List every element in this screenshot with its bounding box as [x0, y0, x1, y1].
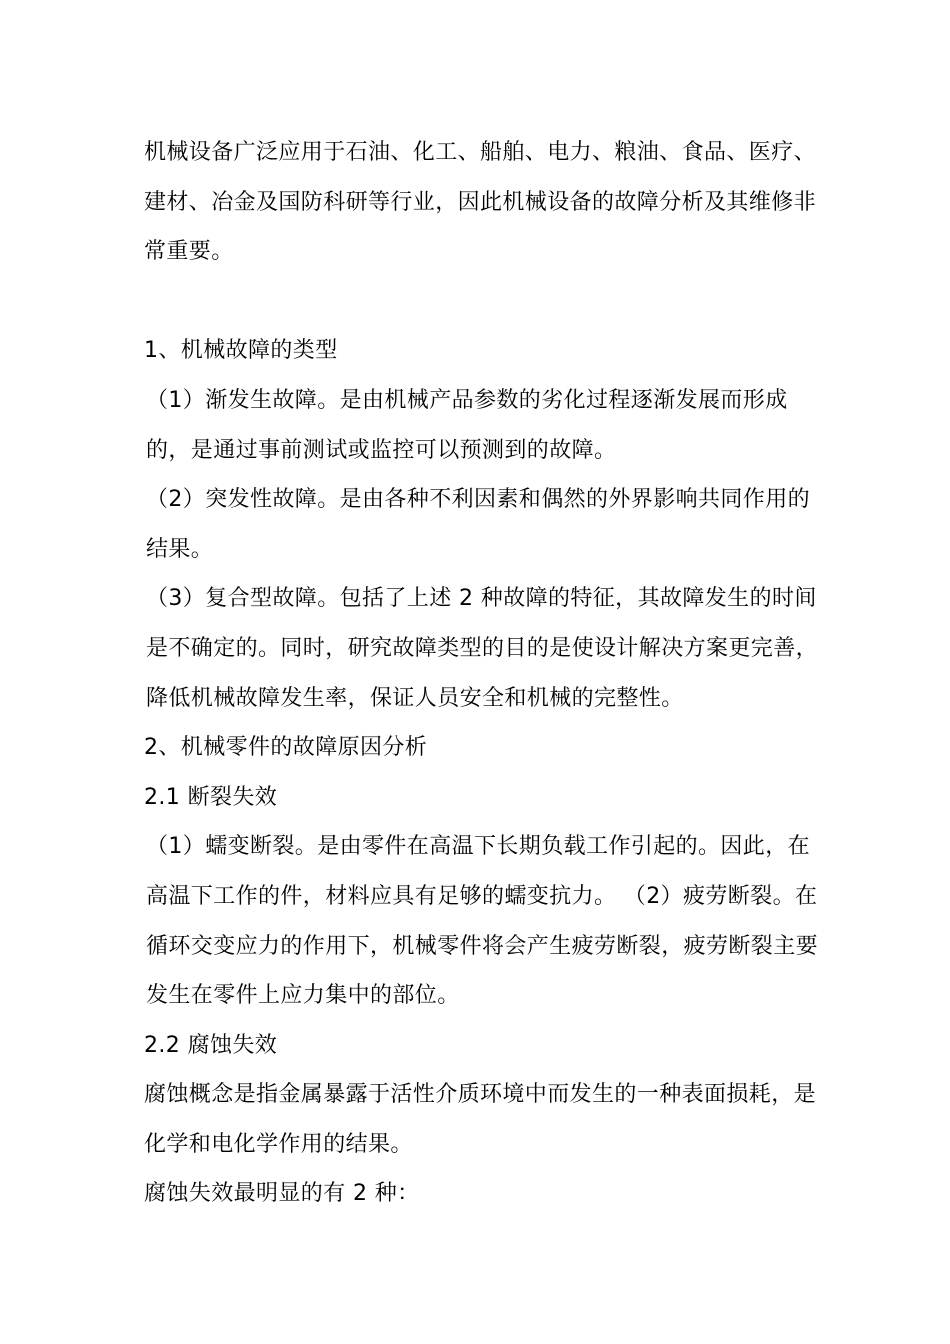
intro-paragraph: 机械设备广泛应用于石油、化工、船舶、电力、粮油、食品、医疗、建材、冶金及国防科研等行业，因此机械设备的故障分析及其维修非常重要。	[144, 140, 817, 265]
subsection-2-2-heading: 2.2 腐蚀失效	[144, 1032, 278, 1058]
document-body	[144, 128, 824, 1219]
section-1-item-2: （2）突发性故障。是由各种不利因素和偶然的外界影响共同作用的结果。	[146, 487, 810, 562]
subsection-2-1-heading: 2.1 断裂失效	[144, 784, 278, 810]
subsection-2-1-text: （1）蠕变断裂。是由零件在高温下长期负载工作引起的。因此，在高温下工作的件，材料应具有足够的蠕变抗力。 （2）疲劳断裂。在循环交变应力的作用下，机械零件将会产生疲劳断裂，疲劳断裂主要发生在零件上应力集中的部位。	[146, 834, 819, 1009]
subsection-2-2-text-2: 腐蚀失效最明显的有 2 种：	[144, 1181, 420, 1207]
subsection-2-2-text-1: 腐蚀概念是指金属暴露于活性介质环境中而发生的一种表面损耗，是化学和电化学作用的结果。	[144, 1082, 817, 1157]
section-1-item-3: （3）复合型故障。包括了上述 2 种故障的特征，其故障发生的时间是不确定的。同时，研究故障类型的目的是使设计解决方案更完善，降低机械故障发生率，保证人员安全和机械的完整性。	[146, 586, 819, 711]
section-2-heading: 2、机械零件的故障原因分析	[144, 735, 428, 761]
paragraph-spacer	[144, 277, 824, 327]
section-1-heading: 1、机械故障的类型	[144, 338, 338, 364]
section-1-item-1: （1）渐发生故障。是由机械产品参数的劣化过程逐渐发展而形成的，是通过事前测试或监控可以预测到的故障。	[146, 387, 788, 463]
